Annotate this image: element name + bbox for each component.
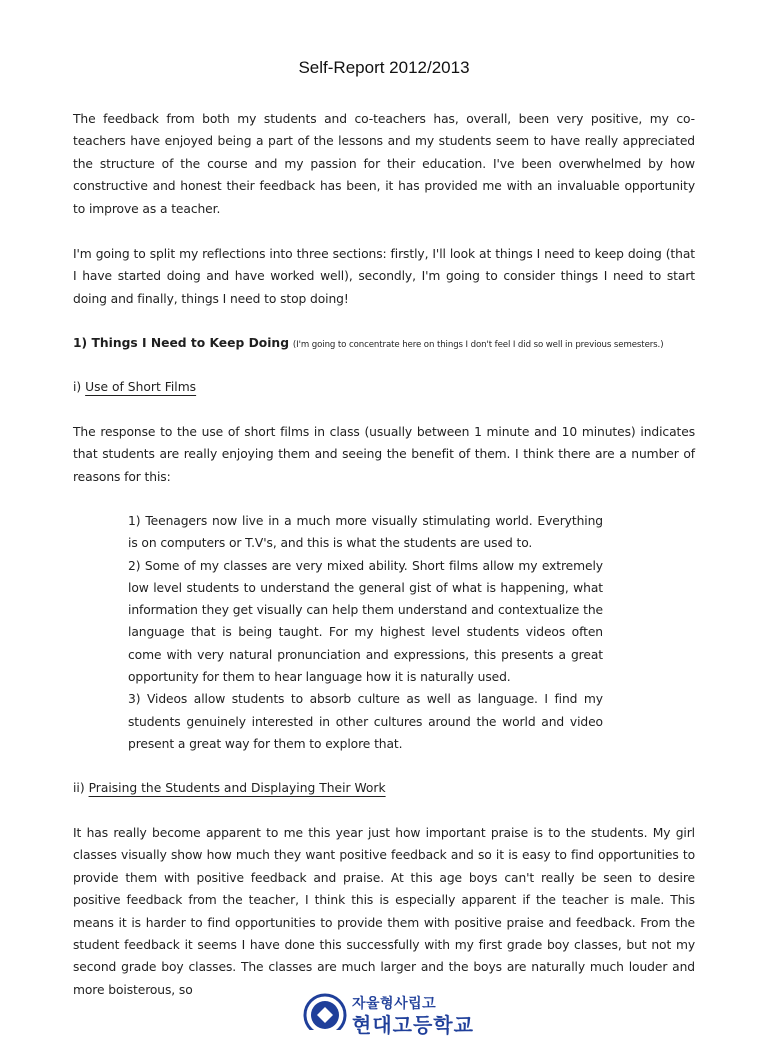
reasons-list	[128, 510, 603, 755]
subsection-2-title: Praising the Students and Displaying Their Work	[88, 781, 386, 795]
section-1-title: 1) Things I Need to Keep Doing	[73, 336, 289, 350]
section-1-note: (I'm going to concentrate here on things I don't feel I did so well in previous semesters.)	[292, 340, 664, 350]
list-item: 2) Some of my classes are very mixed ability. Short films allow my extremely low level students to understand the general gist of what is happening, what information they get visually can help them understand and contextualize the language that is being taught. For my highest level students videos often come with very natural pronunciation and expressions, this presents a great opportunity for them to hear language how it is naturally used.	[128, 558, 603, 685]
praise-paragraph: It has really become apparent to me this year just how important praise is to the students. My girl classes visually show how much they want positive feedback and so it is easy to find opportunities to provide them with positive feedback and praise. At this age boys can't really be seen to desire positive feedback from the teacher, I think this is especially apparent if the teacher is male. This means it is harder to find opportunities to provide them with positive praise and feedback. From the student feedback it seems I have done this successfully with my first grade boy classes, but not my second grade boy classes. The classes are much larger and the boys are naturally much louder and more boisterous, so	[73, 826, 695, 997]
subsection-1-prefix: i)	[73, 380, 82, 394]
logo-line-2: 현대고등학교	[352, 1013, 474, 1037]
short-films-intro: The response to the use of short films in class (usually between 1 minute and 10 minutes) indicates that students are really enjoying them and seeing the benefit of them. I think there are a number of reasons for this:	[73, 425, 695, 484]
subsection-2-heading	[73, 778, 386, 798]
section-1-heading	[73, 333, 713, 355]
sections-overview-paragraph: I'm going to split my reflections into three sections: firstly, I'll look at things I need to keep doing (that I have started doing and have worked well), secondly, I'm going to consider things I need to start doing and finally, things I need to stop doing!	[73, 247, 695, 306]
page-title: Self-Report 2012/2013	[298, 58, 470, 77]
list-item: 1) Teenagers now live in a much more visually stimulating world. Everything is on computers or T.V's, and this is what the students are used to.	[128, 514, 603, 551]
logo-line-1: 자율형사립고	[352, 996, 437, 1012]
intro-paragraph: The feedback from both my students and co-teachers has, overall, been very positive, my co-teachers have enjoyed being a part of the lessons and my students seem to have really appreciated the structure of the course and my passion for their education. I've been overwhelmed by how constructive and honest their feedback has been, it has provided me with an invaluable opportunity to improve as a teacher.	[73, 112, 695, 216]
subsection-2-prefix: ii)	[73, 781, 85, 795]
subsection-1-heading	[73, 377, 196, 397]
subsection-1-title: Use of Short Films	[85, 380, 197, 394]
list-item: 3) Videos allow students to absorb culture as well as language. I find my students genuinely interested in other cultures around the world and video present a great way for them to explore that.	[128, 692, 603, 751]
